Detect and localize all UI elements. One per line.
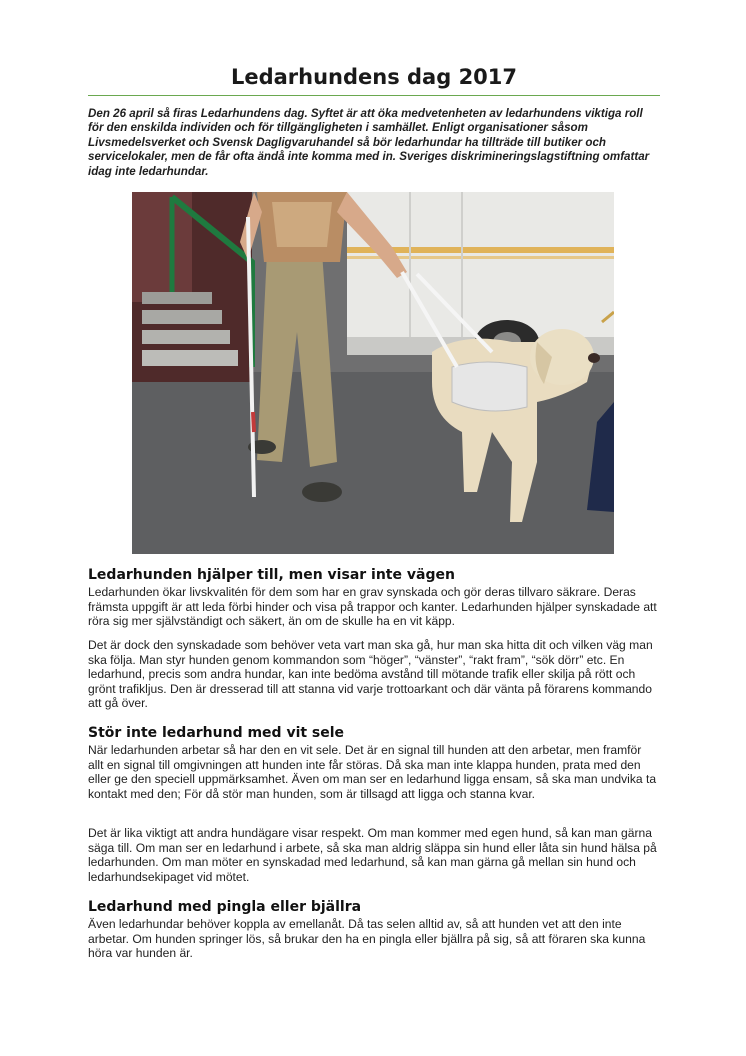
- paragraph-white-harness-2: Det är lika viktigt att andra hundägare visar respekt. Om man kommer med egen hund, så kan man gärna säga till. Om man ser en ledarhund i arbete, så ska man aldrig släppa sin hund eller låta sin hund hälsa på ledarhunden. Om man möter en synskadad med ledarhund, så kan man gärna gå mellan sin hund och ledarhundsekipaget vid mötet.: [88, 826, 657, 884]
- paragraph-bell-1: Även ledarhundar behöver koppla av emellanåt. Då tas selen alltid av, så att hunden vet att den inte arbetar. Om hunden springer lös, så brukar den ha en pingla eller bjällra på sig, så att föraren ska kunna höra var hunden är.: [88, 917, 646, 961]
- title-divider: [88, 95, 660, 96]
- lead-paragraph: Den 26 april så firas Ledarhundens dag. Syftet är att öka medvetenheten av ledarhundens viktiga roll för den enskilda individen och för tillgängligheten i samhället. Enligt organisationer såsom Livsmedelsverket och Svensk Dagligvaruhandel så bör ledarhundar ha tillträde till butiker och servicelokaler, men de får ofta ändå inte komma med in. Sveriges diskrimineringslagstiftning omfattar idag inte ledarhundar.: [88, 107, 650, 178]
- paragraph-guide-help-1: Ledarhunden ökar livskvalitén för dem som har en grav synskada och gör deras tillvaro säkrare. Deras främsta uppgift är att leda förbi hinder och visa på trappor och kanter. Ledarhunden hjälper synskadade att röra sig mer självständigt och säkert, än om de skulle ha en vit käpp.: [88, 585, 657, 629]
- section-heading-guide-help: Ledarhunden hjälper till, men visar inte vägen: [88, 567, 455, 583]
- paragraph-white-harness-1: När ledarhunden arbetar så har den en vit sele. Det är en signal till hunden att den arbetar, men framför allt en signal till omgivningen att hunden inte får störas. Då ska man inte klappa hunden, prata med den eller ge den speciell uppmärksamhet. Även om man ser en ledarhund ligga ensam, så ska man undvika ta kontakt med den; För då stör man hunden, som är tillsagd att ligga och stanna kvar.: [88, 743, 657, 801]
- guide-dog-photo: [132, 192, 614, 554]
- section-heading-white-harness: Stör inte ledarhund med vit sele: [88, 725, 345, 741]
- section-heading-bell: Ledarhund med pingla eller bjällra: [88, 899, 362, 915]
- page-title: Ledarhundens dag 2017: [230, 65, 518, 89]
- paragraph-guide-help-2: Det är dock den synskadade som behöver veta vart man ska gå, hur man ska hitta dit och vilken väg man ska följa. Man styr hunden genom kommandon som “höger”, “vänster”, “rakt fram”, “sök dörr” etc. En ledarhund, precis som andra hundar, kan inte bedöma avstånd till mötande trafik eller skilja på rött och grönt trafikljus. Den är dresserad till att stanna vid varje trottoarkant och där vänta på förarens kommando att gå över.: [88, 638, 653, 711]
